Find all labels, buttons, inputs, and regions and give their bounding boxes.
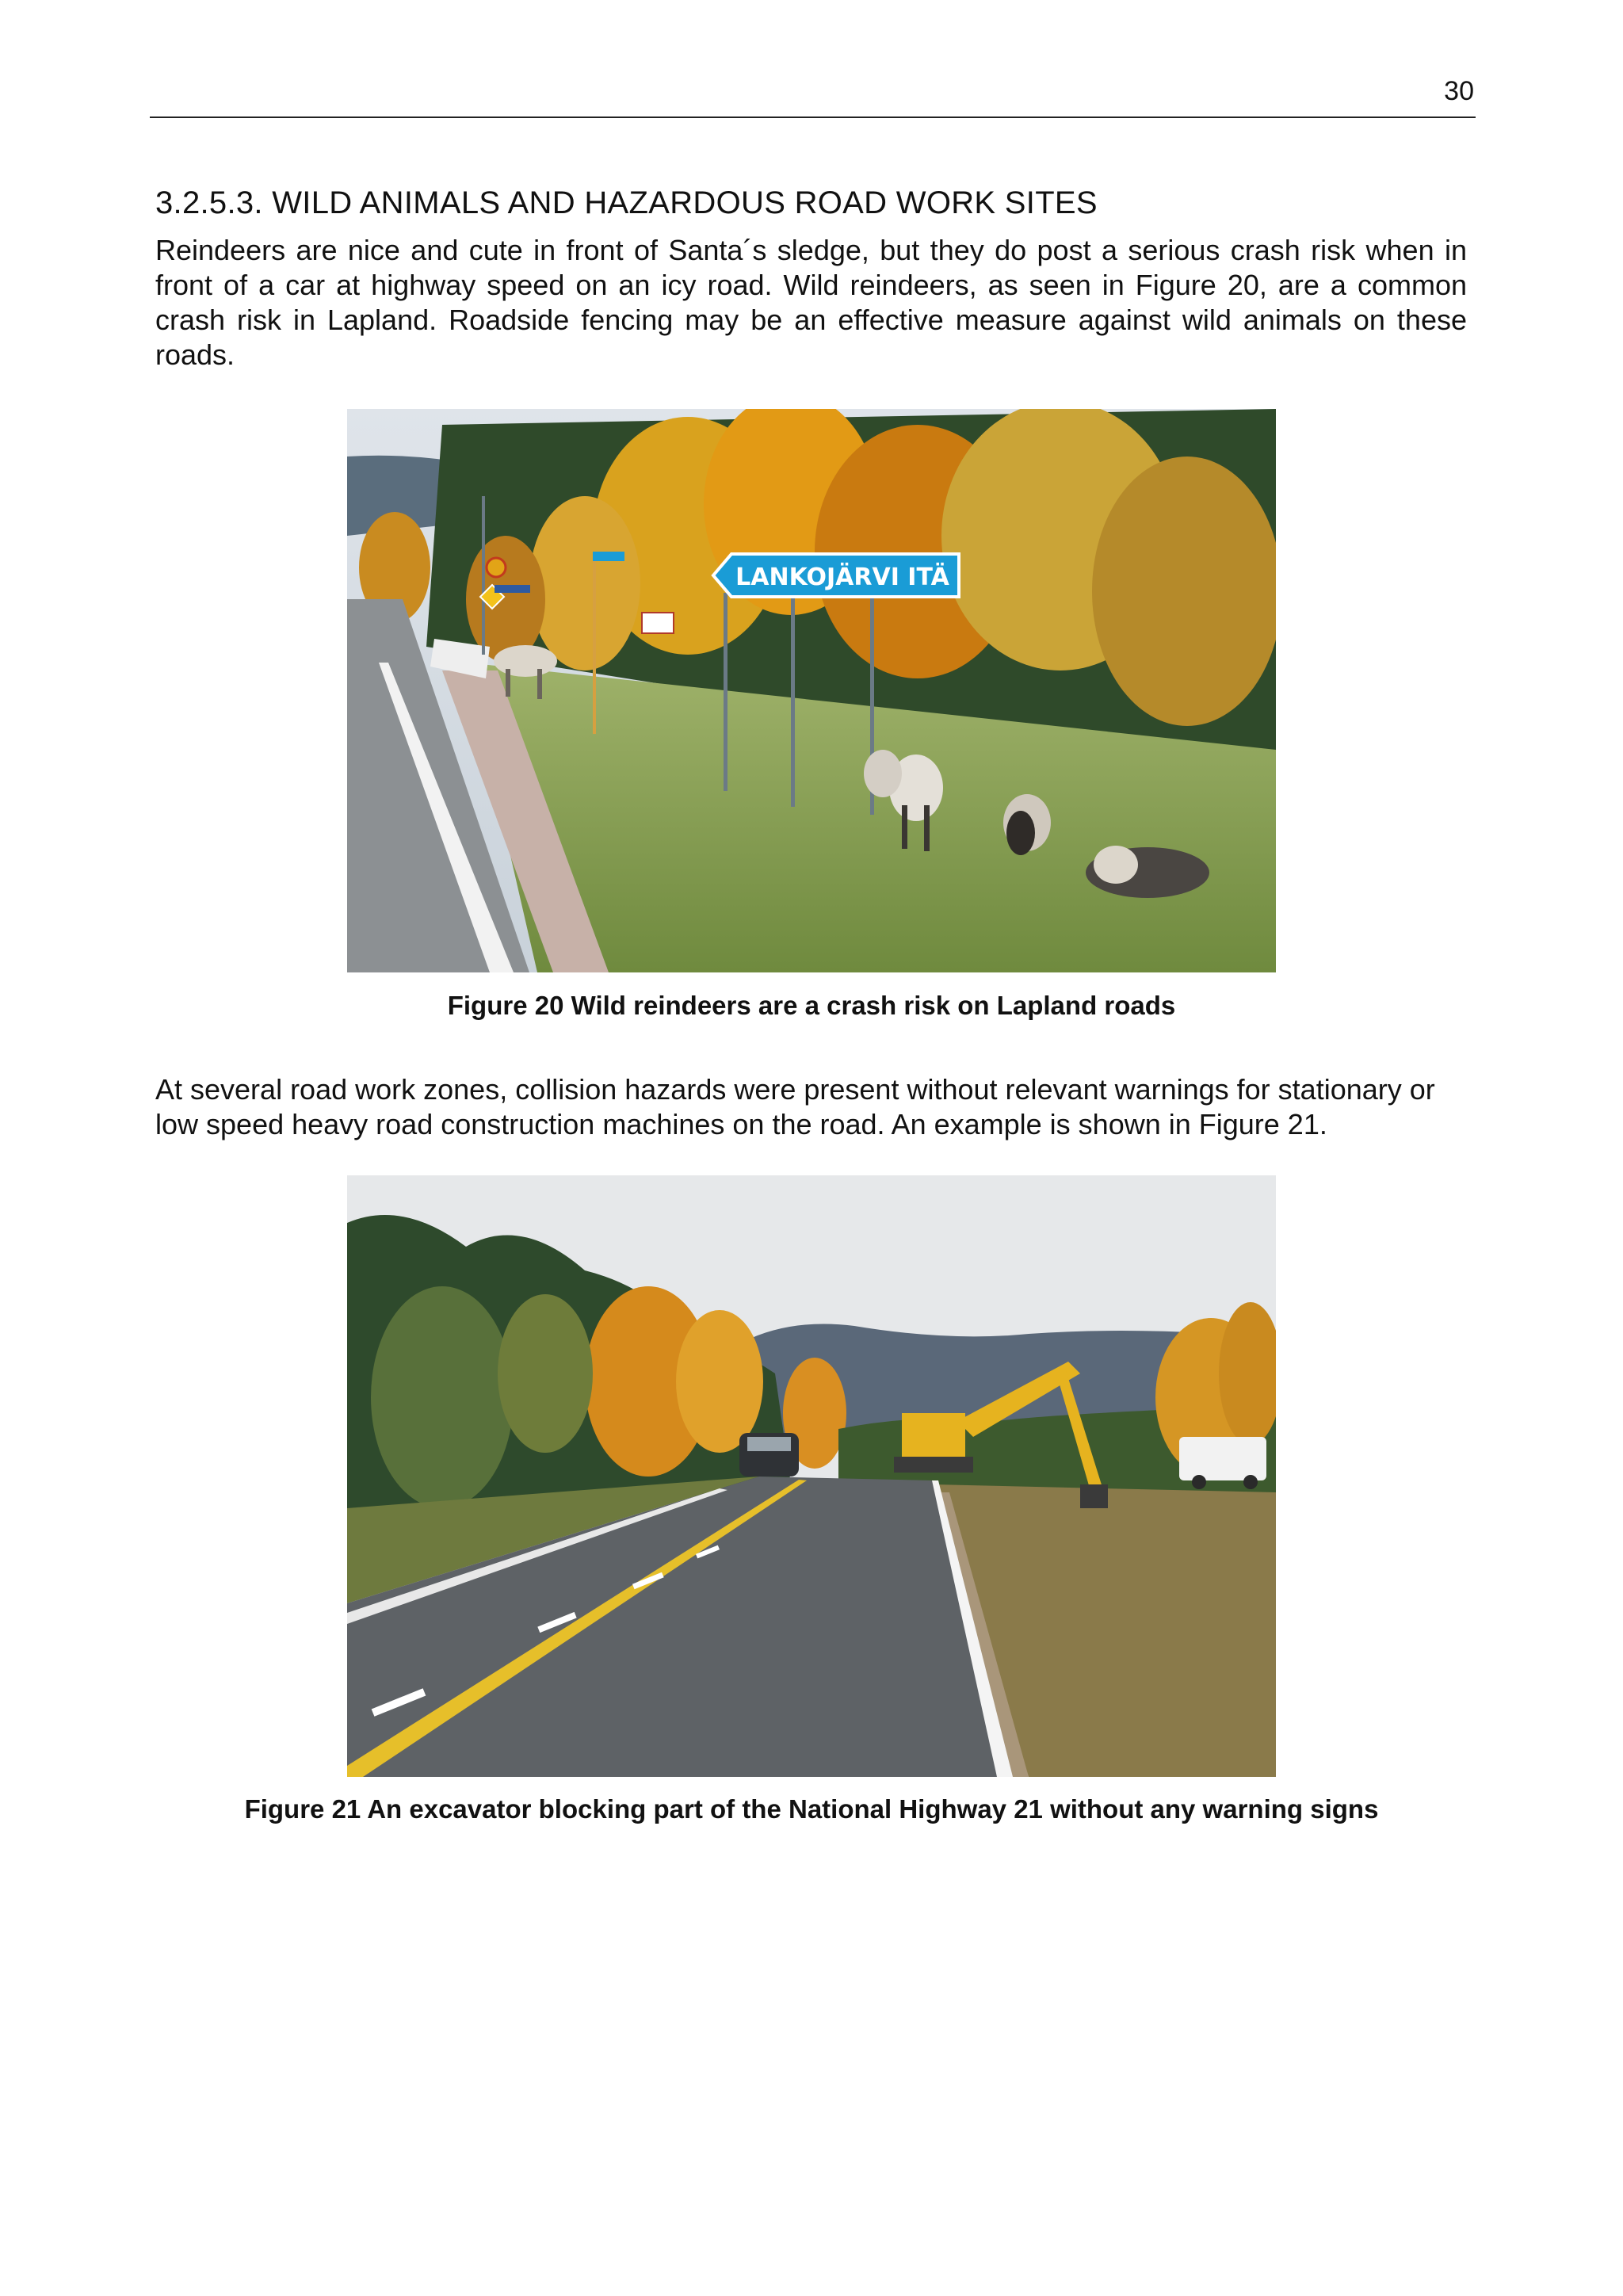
figure-20-reindeer-photo [347,409,1276,972]
body-paragraph-roadwork: At several road work zones, collision hazards were present without relevant warnings for stationary or low speed heavy road construction machines on the road. An example is shown in Figure 21. [155,1073,1435,1140]
header-rule [150,117,1476,118]
body-paragraph-reindeer: Reindeers are nice and cute in front of Santa´s sledge, but they do post a serious crash risk when in front of a car at highway speed on an icy road. Wild reindeers, as seen in Figure 20, are a common crash risk in Lapland. Roadside fencing may be an effective measure against wild animals on these roads. [155,234,1467,371]
figure-20-caption: Figure 20 Wild reindeers are a crash risk on Lapland roads [447,991,1176,1020]
sign-text: LANKOJÄRVI ITÄ [735,563,949,591]
page-number: 30 [1444,76,1474,106]
figure-21-caption: Figure 21 An excavator blocking part of the National Highway 21 without any warning signs [244,1794,1379,1824]
section-heading: 3.2.5.3. WILD ANIMALS AND HAZARDOUS ROAD WORK SITES [155,185,1098,220]
figure-21-excavator-photo [347,1175,1276,1777]
